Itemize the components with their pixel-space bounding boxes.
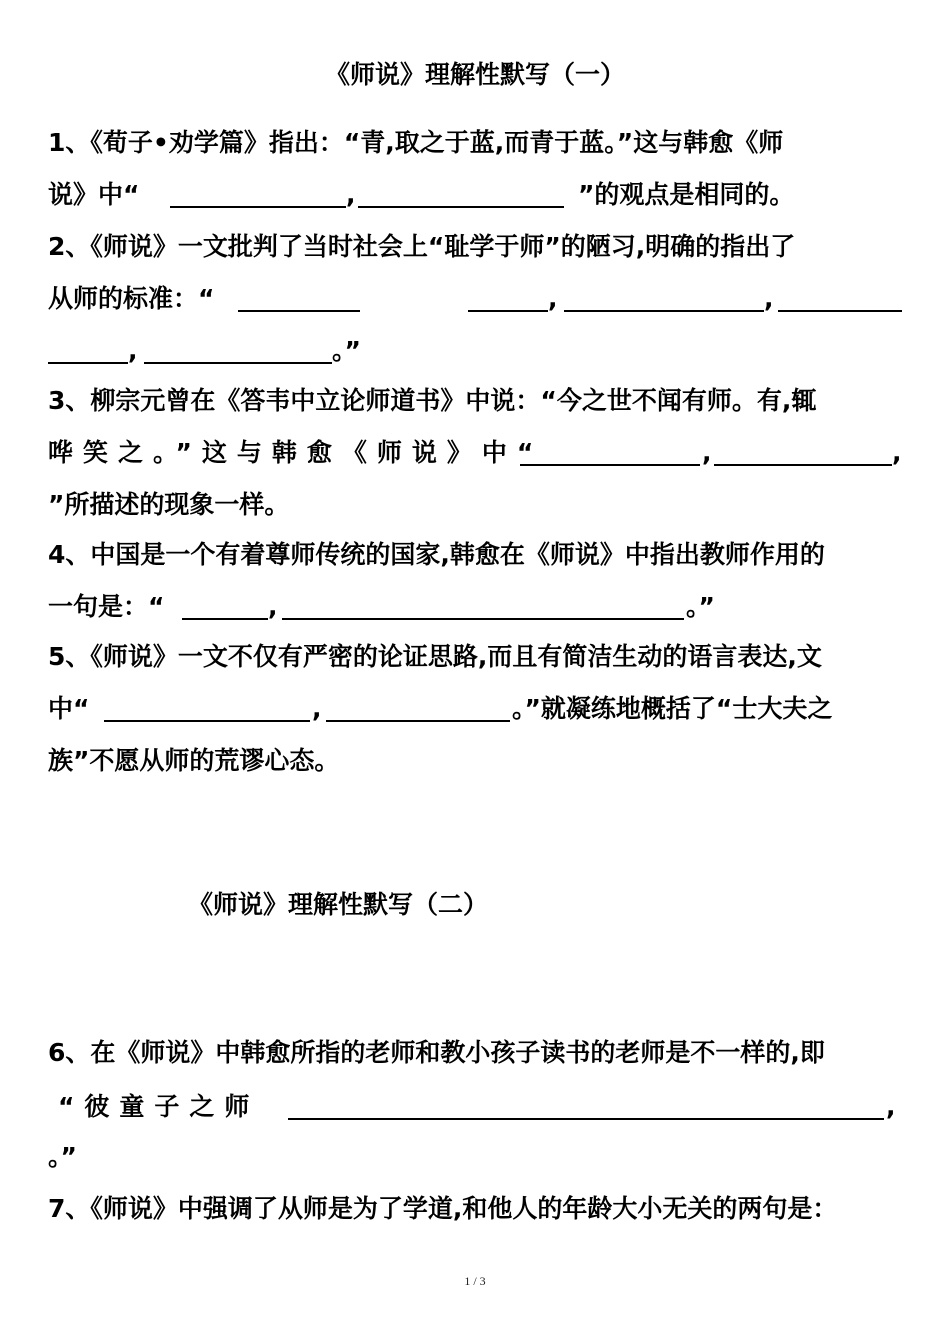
answer-blank[interactable] [282, 618, 684, 620]
question-3-line-3: ”所描述的现象一样。 [48, 490, 290, 519]
question-6-line-3: 。” [48, 1142, 77, 1171]
answer-blank[interactable] [182, 618, 268, 620]
comma: , [128, 336, 138, 365]
answer-blank[interactable] [170, 206, 346, 208]
section-title-1: 《师说》理解性默写（一） [325, 60, 626, 89]
section-title-2: 《师说》理解性默写（二） [188, 890, 489, 919]
answer-blank[interactable] [520, 464, 700, 466]
answer-blank[interactable] [238, 310, 360, 312]
question-5-line-2-start: 中“ [48, 694, 90, 723]
answer-blank[interactable] [714, 464, 892, 466]
answer-blank[interactable] [358, 206, 564, 208]
comma: , [702, 438, 712, 467]
answer-blank[interactable] [326, 720, 510, 722]
question-1-line-2-start: 说》中“ [48, 180, 140, 209]
question-5-line-2-end: 。”就凝练地概括了“士大夫之 [512, 694, 833, 723]
question-5-line-1: 5、《师说》一文不仅有严密的论证思路,而且有简洁生动的语言表达,文 [48, 642, 822, 671]
question-3-line-1: 3、柳宗元曾在《答韦中立论师道书》中说：“今之世不闻有师。有,辄 [48, 386, 817, 415]
answer-blank[interactable] [104, 720, 310, 722]
question-4-end: 。” [686, 592, 715, 621]
question-1-line-1: 1、《荀子•劝学篇》指出：“青,取之于蓝,而青于蓝。”这与韩愈《师 [48, 128, 784, 157]
comma: , [892, 438, 902, 467]
comma: , [346, 180, 356, 209]
answer-blank[interactable] [48, 362, 128, 364]
answer-blank[interactable] [468, 310, 548, 312]
comma: , [886, 1092, 896, 1121]
question-2-line-2-start: 从师的标准：“ [48, 284, 215, 313]
question-6-line-1: 6、在《师说》中韩愈所指的老师和教小孩子读书的老师是不一样的,即 [48, 1038, 825, 1067]
question-6-line-2-start: “彼童子之师 [58, 1092, 260, 1121]
answer-blank[interactable] [778, 310, 902, 312]
question-7-line-1: 7、《师说》中强调了从师是为了学道,和他人的年龄大小无关的两句是： [48, 1194, 838, 1223]
question-4-line-1: 4、中国是一个有着尊师传统的国家,韩愈在《师说》中指出教师作用的 [48, 540, 825, 569]
question-1-line-2-end: ”的观点是相同的。 [578, 180, 795, 209]
question-2-end: 。” [332, 336, 361, 365]
question-4-line-2-start: 一句是：“ [48, 592, 165, 621]
answer-blank[interactable] [288, 1118, 884, 1120]
question-2-line-1: 2、《师说》一文批判了当时社会上“耻学于师”的陋习,明确的指出了 [48, 232, 796, 261]
answer-blank[interactable] [144, 362, 332, 364]
comma: , [764, 284, 774, 313]
answer-blank[interactable] [564, 310, 764, 312]
comma: , [268, 592, 278, 621]
question-5-line-3: 族”不愿从师的荒谬心态。 [48, 746, 340, 775]
question-3-line-2-start: 哗笑之。”这与韩愈《师说》中“ [48, 438, 544, 467]
page-number: 1 / 3 [464, 1274, 486, 1288]
comma: , [548, 284, 558, 313]
comma: , [312, 694, 322, 723]
